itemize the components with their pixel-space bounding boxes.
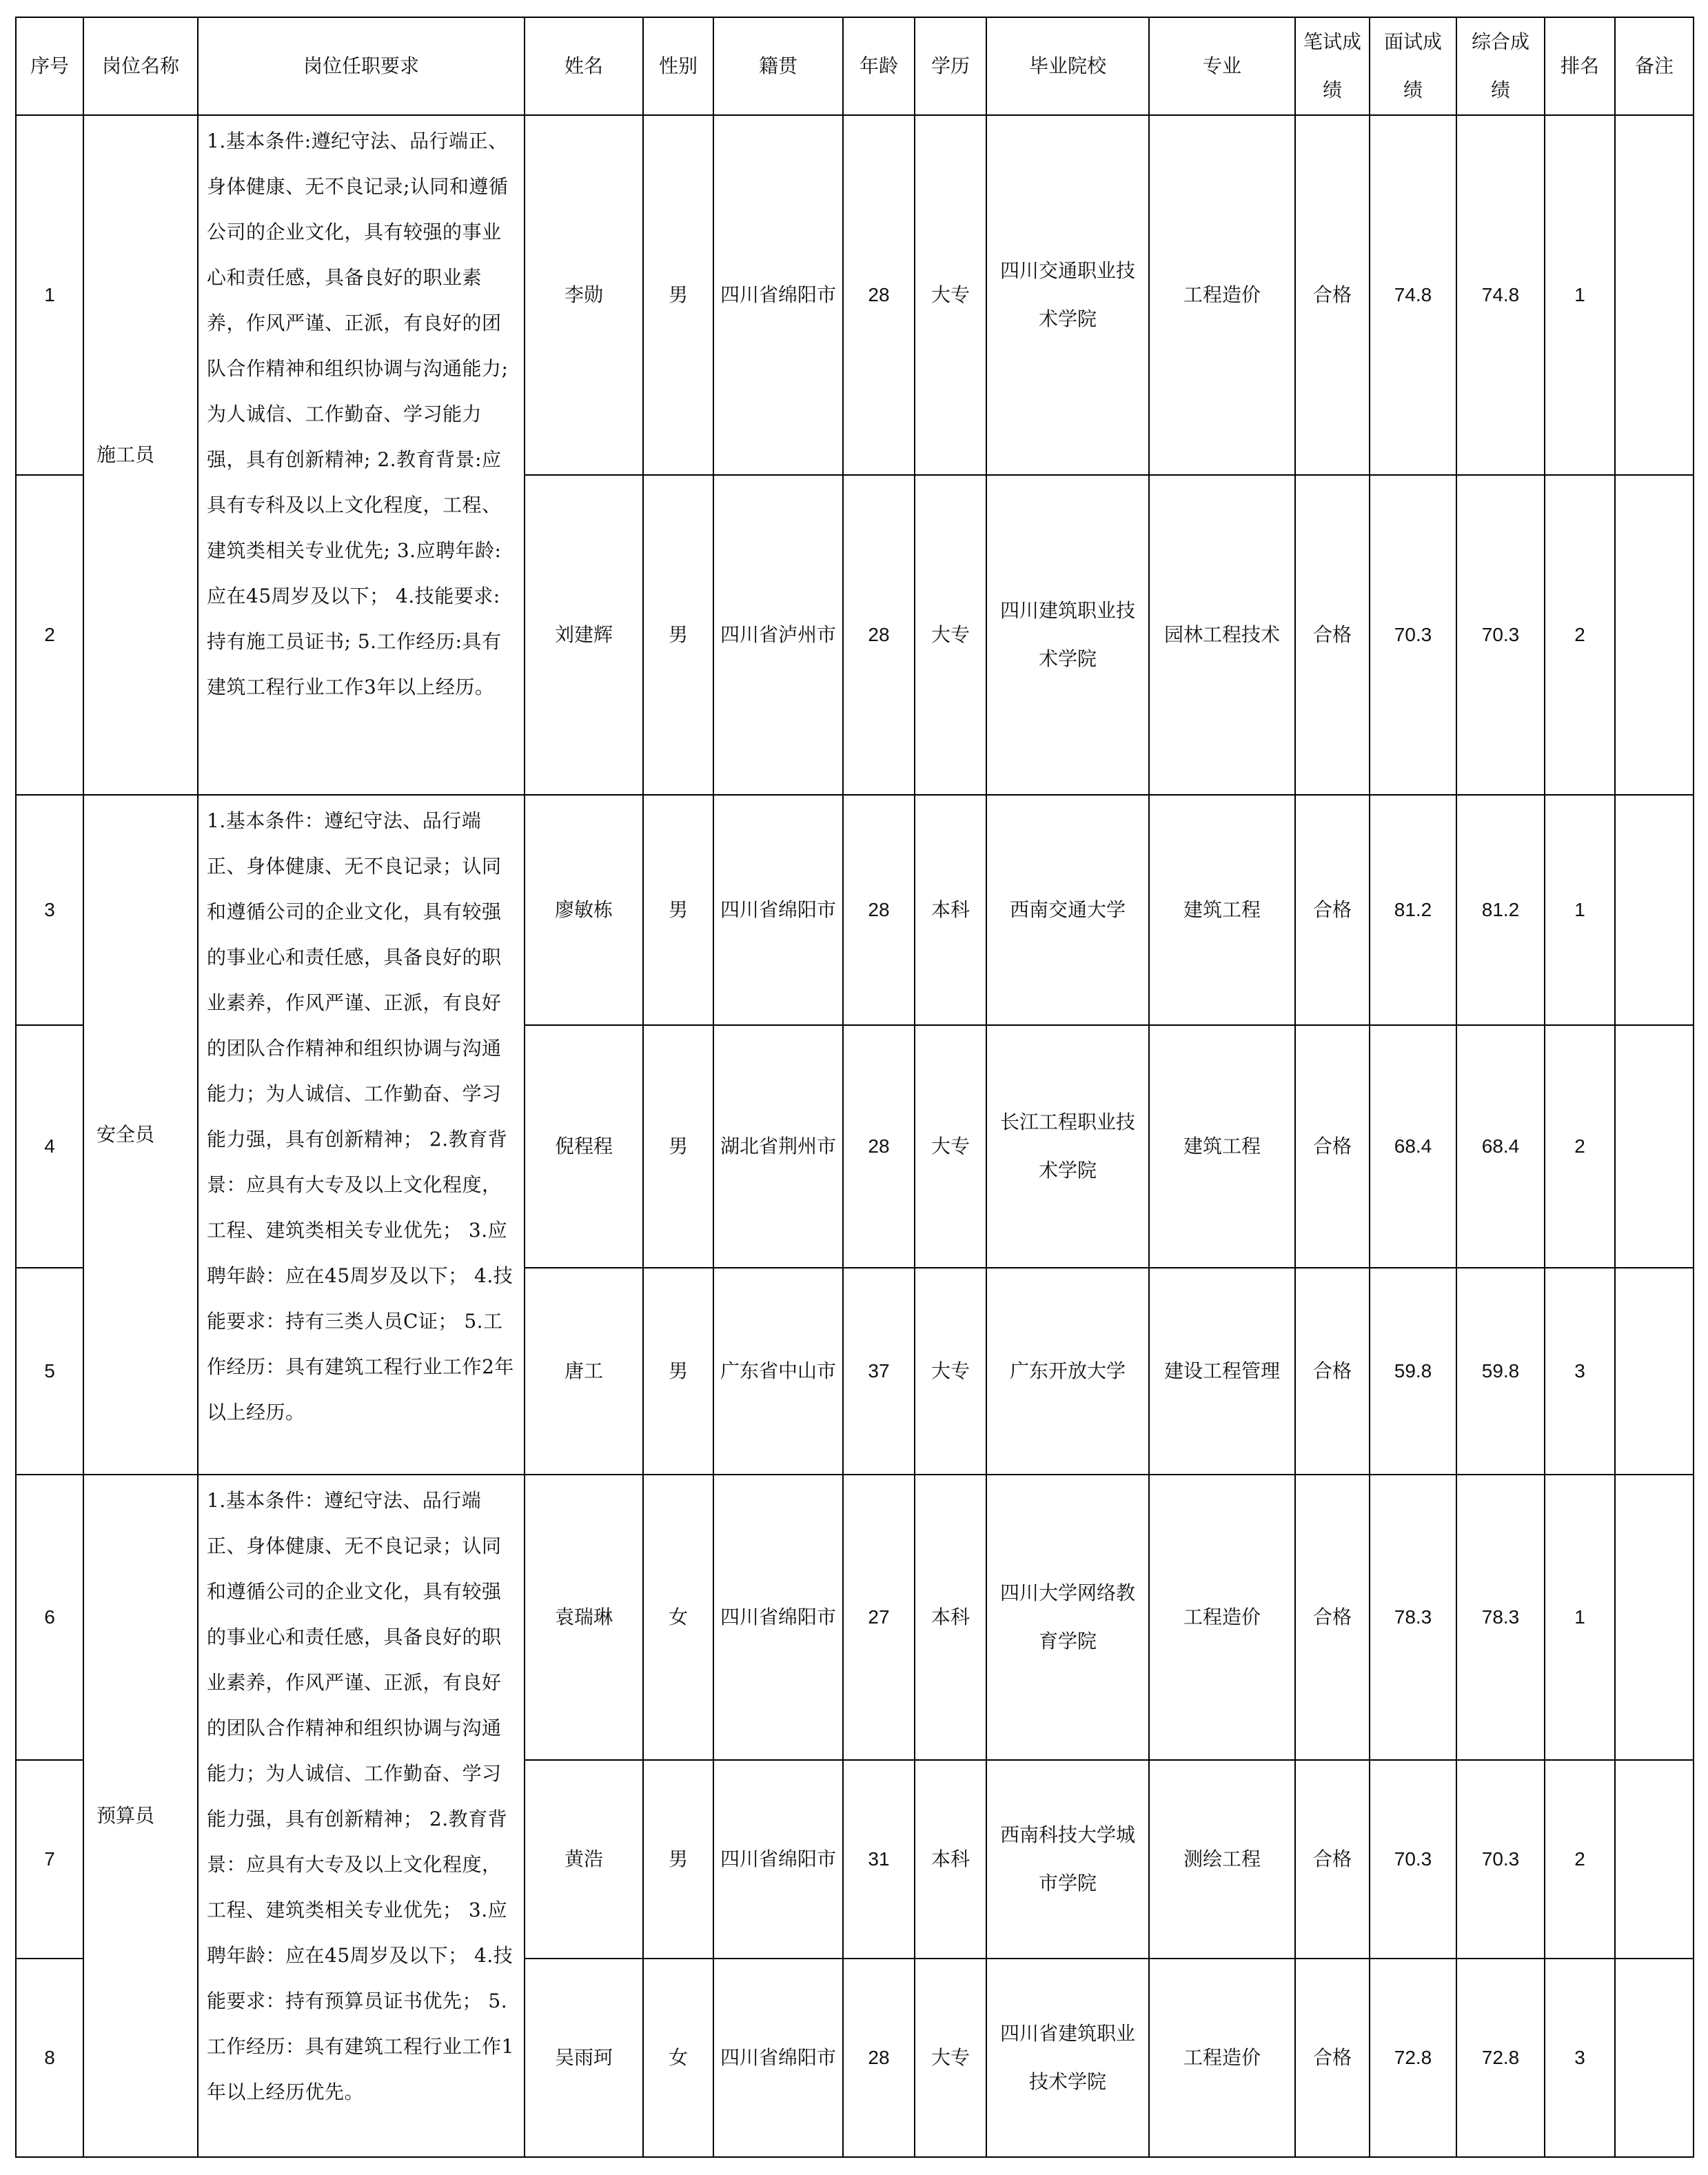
cell-school: 西南科技大学城市学院 xyxy=(986,1760,1149,1959)
header-school: 毕业院校 xyxy=(986,17,1149,115)
cell-seq: 2 xyxy=(16,475,83,795)
results-table xyxy=(15,17,1694,2158)
cell-name: 黄浩 xyxy=(525,1760,643,1959)
cell-name: 袁瑞琳 xyxy=(525,1475,643,1760)
cell-requirements: 1.基本条件:遵纪守法、品行端正、身体健康、无不良记录;认同和遵循公司的企业文化，具有较强的事业心和责任感，具备良好的职业素养，作风严谨、正派，有良好的团队合作精神和组织协调与沟通能力;为人诚信、工作勤奋、学习能力强，具有创新精神; 2.教育背景:应具有专科及以上文化程度，工程、建筑类相关专业优先; 3.应聘年龄:应在45周岁及以下； 4.技能要求:持有施工员证书; 5.工作经历:具有建筑工程行业工作3年以上经历。 xyxy=(198,115,525,795)
cell-total: 70.3 xyxy=(1456,475,1545,795)
cell-name: 唐工 xyxy=(525,1268,643,1475)
cell-seq: 1 xyxy=(16,115,83,475)
cell-education: 本科 xyxy=(915,795,986,1025)
cell-interview: 70.3 xyxy=(1370,1760,1456,1959)
cell-education: 大专 xyxy=(915,1268,986,1475)
table-row xyxy=(16,795,1694,1025)
cell-name: 刘建辉 xyxy=(525,475,643,795)
cell-written: 合格 xyxy=(1295,1760,1370,1959)
table-row xyxy=(16,115,1694,475)
cell-education: 本科 xyxy=(915,1760,986,1959)
cell-age: 28 xyxy=(843,475,915,795)
cell-gender: 男 xyxy=(643,475,713,795)
cell-name: 廖敏栋 xyxy=(525,795,643,1025)
cell-remark xyxy=(1615,1959,1694,2157)
cell-major: 工程造价 xyxy=(1149,1959,1295,2157)
cell-remark xyxy=(1615,795,1694,1025)
cell-remark xyxy=(1615,475,1694,795)
cell-total: 72.8 xyxy=(1456,1959,1545,2157)
cell-origin: 四川省绵阳市 xyxy=(713,115,843,475)
cell-requirements: 1.基本条件：遵纪守法、品行端正、身体健康、无不良记录；认同和遵循公司的企业文化，具有较强的事业心和责任感，具备良好的职业素养，作风严谨、正派，有良好的团队合作精神和组织协调与沟通能力；为人诚信、工作勤奋、学习能力强，具有创新精神； 2.教育背景：应具有大专及以上文化程度，工程、建筑类相关专业优先； 3.应聘年龄：应在45周岁及以下； 4.技能要求：持有预算员证书优先； 5.工作经历：具有建筑工程行业工作1年以上经历优先。 xyxy=(198,1475,525,2157)
cell-age: 28 xyxy=(843,115,915,475)
cell-interview: 59.8 xyxy=(1370,1268,1456,1475)
cell-major: 测绘工程 xyxy=(1149,1760,1295,1959)
cell-origin: 广东省中山市 xyxy=(713,1268,843,1475)
header-rank: 排名 xyxy=(1545,17,1615,115)
cell-school: 西南交通大学 xyxy=(986,795,1149,1025)
cell-school: 四川省建筑职业技术学院 xyxy=(986,1959,1149,2157)
cell-gender: 男 xyxy=(643,1268,713,1475)
cell-school: 四川大学网络教育学院 xyxy=(986,1475,1149,1760)
cell-origin: 四川省绵阳市 xyxy=(713,1760,843,1959)
cell-gender: 女 xyxy=(643,1959,713,2157)
cell-major: 建筑工程 xyxy=(1149,795,1295,1025)
cell-gender: 男 xyxy=(643,1025,713,1268)
header-requirements: 岗位任职要求 xyxy=(198,17,525,115)
cell-rank: 2 xyxy=(1545,1760,1615,1959)
cell-seq: 3 xyxy=(16,795,83,1025)
cell-total: 70.3 xyxy=(1456,1760,1545,1959)
cell-age: 28 xyxy=(843,1959,915,2157)
cell-written: 合格 xyxy=(1295,1025,1370,1268)
cell-seq: 6 xyxy=(16,1475,83,1760)
cell-age: 27 xyxy=(843,1475,915,1760)
cell-school: 长江工程职业技术学院 xyxy=(986,1025,1149,1268)
cell-major: 工程造价 xyxy=(1149,115,1295,475)
cell-written: 合格 xyxy=(1295,115,1370,475)
header-education: 学历 xyxy=(915,17,986,115)
header-name: 姓名 xyxy=(525,17,643,115)
cell-remark xyxy=(1615,115,1694,475)
cell-gender: 女 xyxy=(643,1475,713,1760)
cell-position: 施工员 xyxy=(83,115,198,795)
cell-rank: 1 xyxy=(1545,115,1615,475)
cell-education: 大专 xyxy=(915,475,986,795)
cell-interview: 74.8 xyxy=(1370,115,1456,475)
cell-origin: 湖北省荆州市 xyxy=(713,1025,843,1268)
cell-position: 安全员 xyxy=(83,795,198,1475)
cell-gender: 男 xyxy=(643,115,713,475)
cell-written: 合格 xyxy=(1295,1268,1370,1475)
header-seq: 序号 xyxy=(16,17,83,115)
header-remark: 备注 xyxy=(1615,17,1694,115)
cell-name: 吴雨珂 xyxy=(525,1959,643,2157)
cell-total: 81.2 xyxy=(1456,795,1545,1025)
cell-major: 建设工程管理 xyxy=(1149,1268,1295,1475)
cell-written: 合格 xyxy=(1295,1475,1370,1760)
cell-total: 68.4 xyxy=(1456,1025,1545,1268)
cell-remark xyxy=(1615,1760,1694,1959)
cell-total: 78.3 xyxy=(1456,1475,1545,1760)
header-position: 岗位名称 xyxy=(83,17,198,115)
cell-school: 广东开放大学 xyxy=(986,1268,1149,1475)
cell-interview: 70.3 xyxy=(1370,475,1456,795)
cell-rank: 1 xyxy=(1545,795,1615,1025)
cell-seq: 5 xyxy=(16,1268,83,1475)
cell-education: 大专 xyxy=(915,115,986,475)
cell-origin: 四川省泸州市 xyxy=(713,475,843,795)
cell-seq: 4 xyxy=(16,1025,83,1268)
cell-age: 28 xyxy=(843,795,915,1025)
cell-major: 建筑工程 xyxy=(1149,1025,1295,1268)
cell-position: 预算员 xyxy=(83,1475,198,2157)
cell-rank: 2 xyxy=(1545,475,1615,795)
cell-origin: 四川省绵阳市 xyxy=(713,1959,843,2157)
header-origin: 籍贯 xyxy=(713,17,843,115)
cell-seq: 8 xyxy=(16,1959,83,2157)
cell-rank: 3 xyxy=(1545,1268,1615,1475)
cell-gender: 男 xyxy=(643,795,713,1025)
header-total: 综合成绩 xyxy=(1456,17,1545,115)
cell-remark xyxy=(1615,1025,1694,1268)
cell-name: 倪程程 xyxy=(525,1025,643,1268)
cell-requirements: 1.基本条件：遵纪守法、品行端正、身体健康、无不良记录；认同和遵循公司的企业文化，具有较强的事业心和责任感，具备良好的职业素养，作风严谨、正派，有良好的团队合作精神和组织协调与沟通能力；为人诚信、工作勤奋、学习能力强，具有创新精神； 2.教育背景：应具有大专及以上文化程度，工程、建筑类相关专业优先； 3.应聘年龄：应在45周岁及以下； 4.技能要求：持有三类人员C证； 5.工作经历：具有建筑工程行业工作2年以上经历。 xyxy=(198,795,525,1475)
cell-school: 四川交通职业技术学院 xyxy=(986,115,1149,475)
cell-age: 28 xyxy=(843,1025,915,1268)
header-row xyxy=(16,17,1694,115)
cell-written: 合格 xyxy=(1295,795,1370,1025)
cell-age: 31 xyxy=(843,1760,915,1959)
cell-written: 合格 xyxy=(1295,1959,1370,2157)
cell-origin: 四川省绵阳市 xyxy=(713,1475,843,1760)
header-written: 笔试成绩 xyxy=(1295,17,1370,115)
header-age: 年龄 xyxy=(843,17,915,115)
cell-major: 工程造价 xyxy=(1149,1475,1295,1760)
cell-rank: 3 xyxy=(1545,1959,1615,2157)
cell-origin: 四川省绵阳市 xyxy=(713,795,843,1025)
cell-rank: 2 xyxy=(1545,1025,1615,1268)
cell-seq: 7 xyxy=(16,1760,83,1959)
cell-major: 园林工程技术 xyxy=(1149,475,1295,795)
header-gender: 性别 xyxy=(643,17,713,115)
cell-remark xyxy=(1615,1268,1694,1475)
cell-interview: 78.3 xyxy=(1370,1475,1456,1760)
cell-education: 大专 xyxy=(915,1025,986,1268)
cell-education: 本科 xyxy=(915,1475,986,1760)
cell-school: 四川建筑职业技术学院 xyxy=(986,475,1149,795)
header-major: 专业 xyxy=(1149,17,1295,115)
cell-written: 合格 xyxy=(1295,475,1370,795)
cell-rank: 1 xyxy=(1545,1475,1615,1760)
cell-name: 李勋 xyxy=(525,115,643,475)
cell-remark xyxy=(1615,1475,1694,1760)
cell-interview: 81.2 xyxy=(1370,795,1456,1025)
table-row xyxy=(16,1475,1694,1760)
cell-age: 37 xyxy=(843,1268,915,1475)
cell-total: 59.8 xyxy=(1456,1268,1545,1475)
cell-education: 大专 xyxy=(915,1959,986,2157)
cell-interview: 72.8 xyxy=(1370,1959,1456,2157)
cell-gender: 男 xyxy=(643,1760,713,1959)
cell-interview: 68.4 xyxy=(1370,1025,1456,1268)
cell-total: 74.8 xyxy=(1456,115,1545,475)
header-interview: 面试成绩 xyxy=(1370,17,1456,115)
